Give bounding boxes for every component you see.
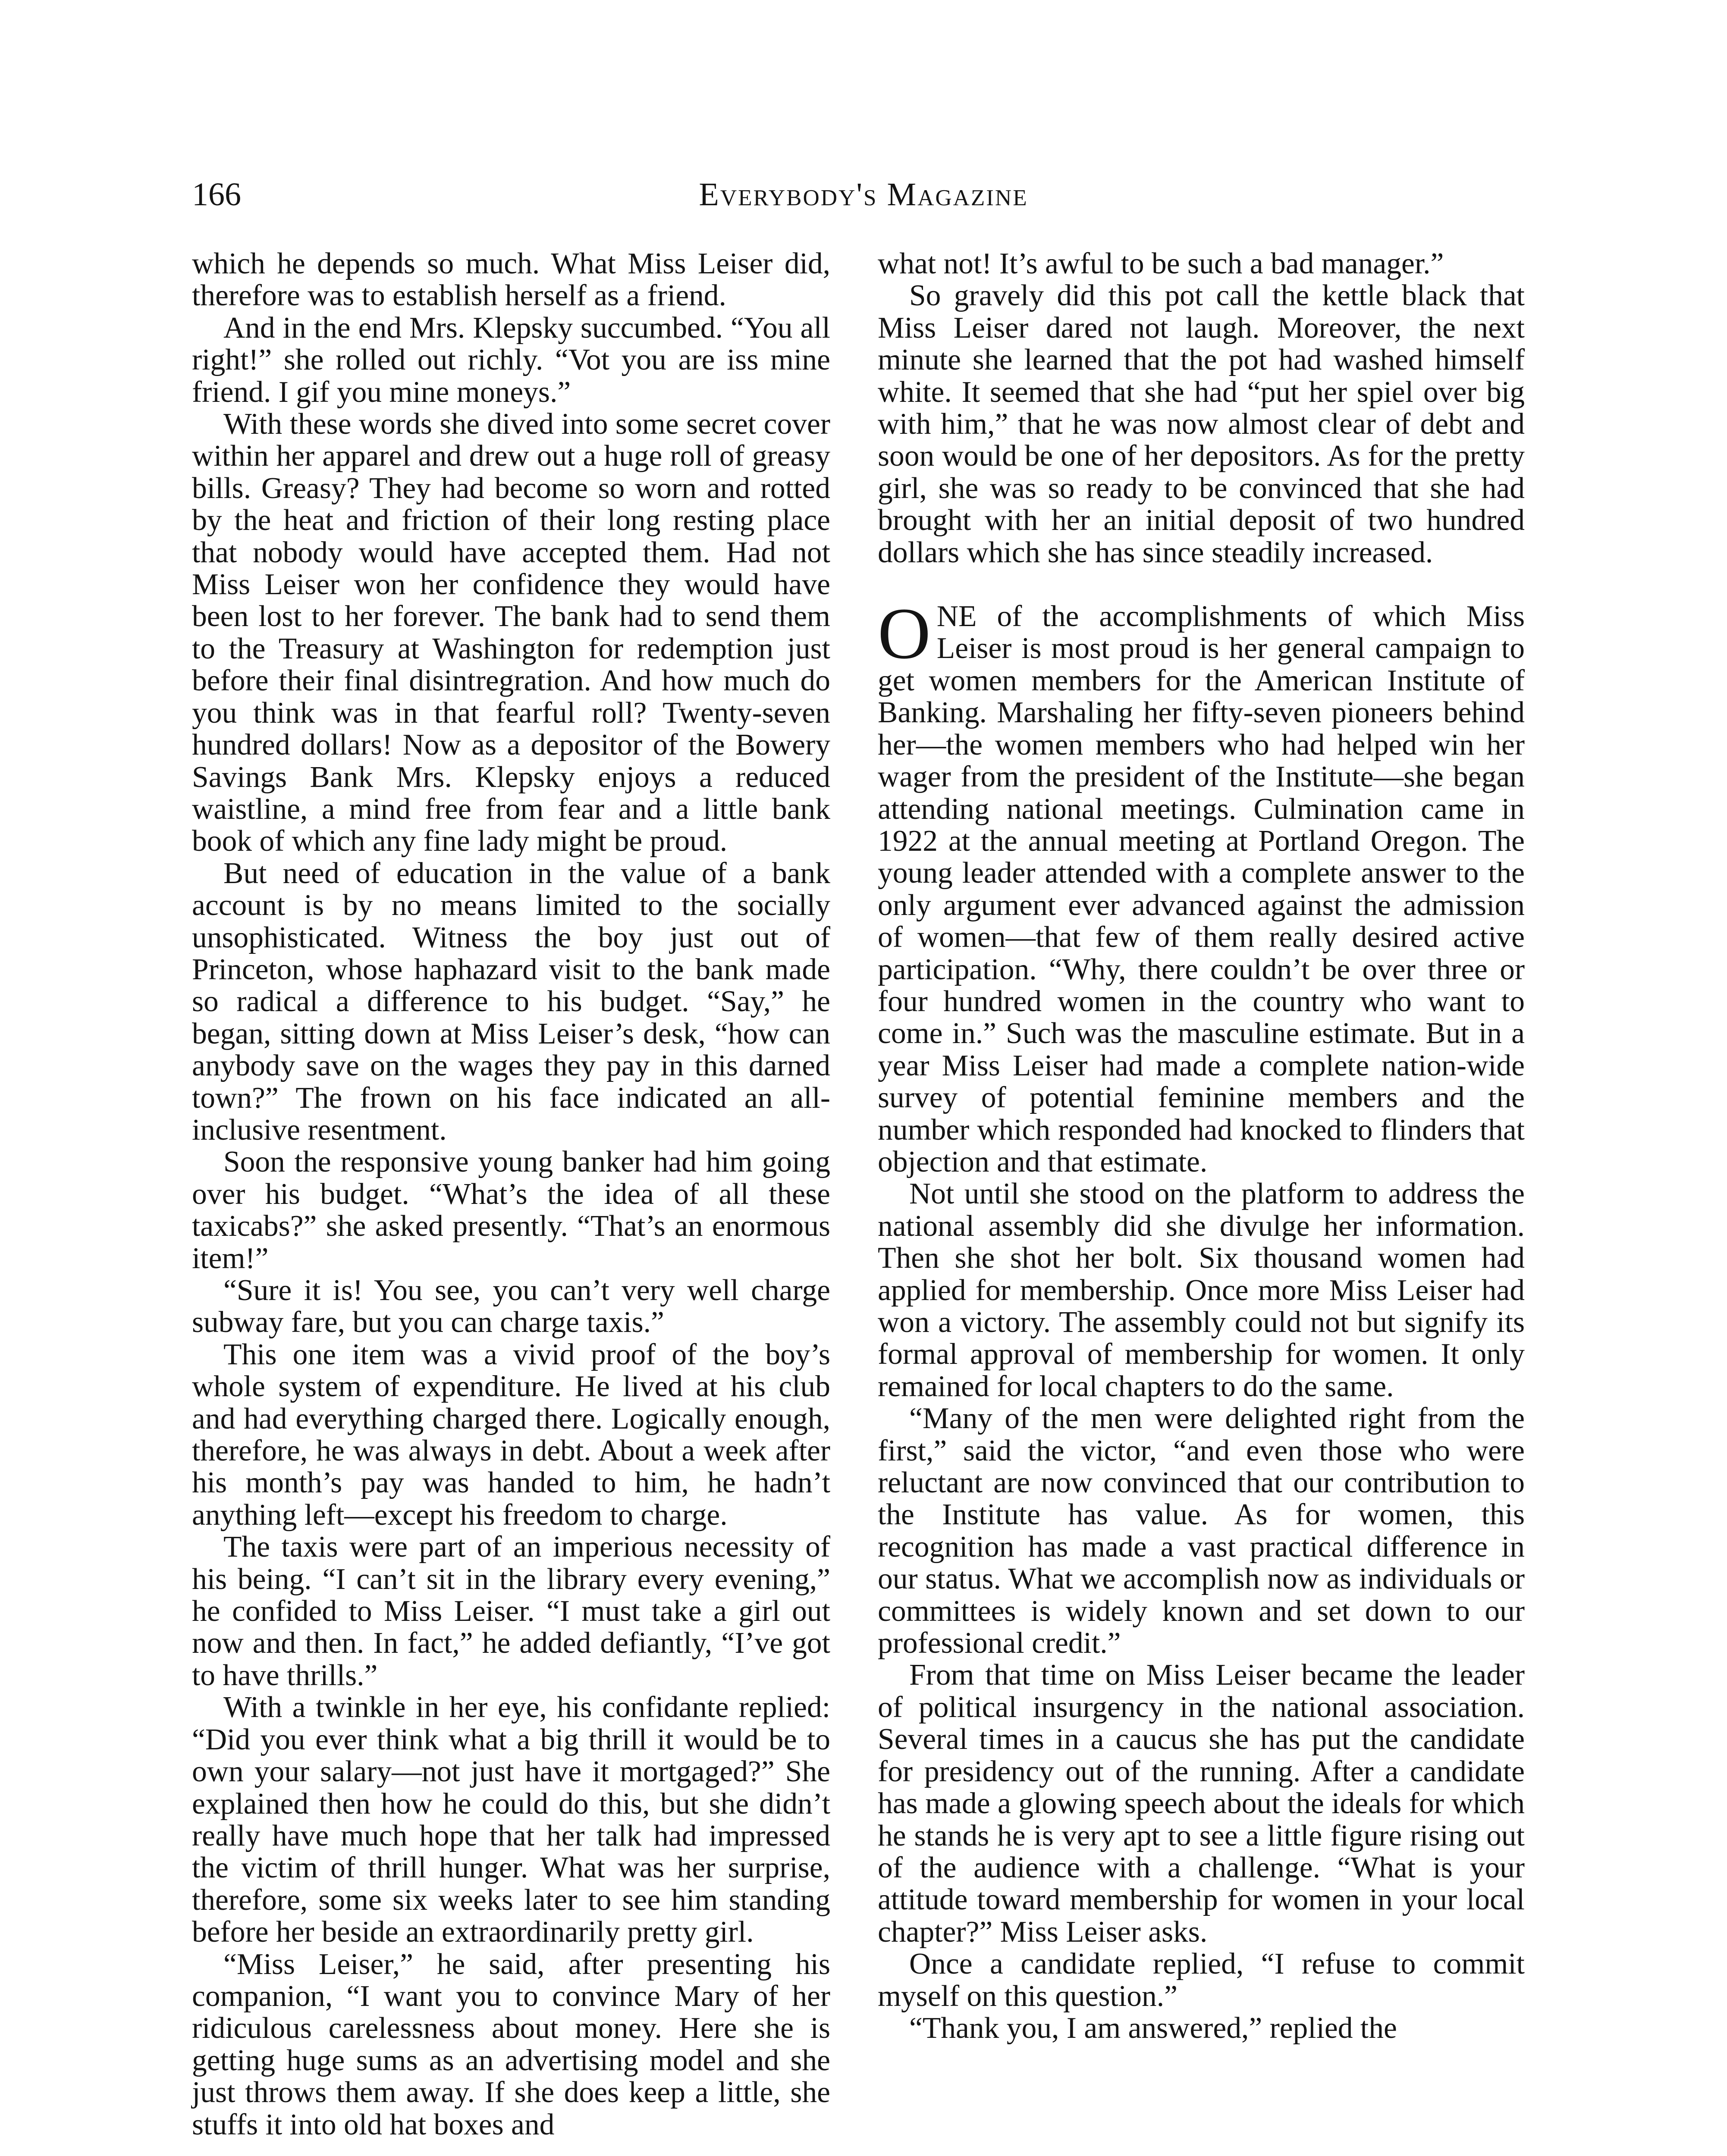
paragraph: The taxis were part of an imperious necessity of his being. “I can’t sit in the library every evening,” he confided to Miss Leiser. “I must take a girl out now and then. In fact,” he added defiantly, “I’ve got to have thrills.” xyxy=(192,1530,830,1692)
paragraph: what not! It’s awful to be such a bad manager.” xyxy=(878,247,1444,280)
paragraph: So gravely did this pot call the kettle black that Miss Leiser dared not laugh. Moreover, the next minute she learned that the pot had washed himself white. It seemed that she had “put her spiel over big with him,” that he was now almost clear of debt and soon would be one of her depositors. As for the pretty girl, she was so ready to be convinced that she had brought with her an initial deposit of two hundred dollars which she has since steadily increased. xyxy=(878,279,1525,569)
paragraph: With a twinkle in her eye, his confidante replied: “Did you ever think what a big thrill it would be to own your salary—not just have it mortgaged?” She explained then how he could do this, but she didn’t really have much hope that her talk had impressed the victim of thrill hunger. What was her surprise, therefore, some six weeks later to see him standing before her beside an extraordinarily pretty girl. xyxy=(192,1691,830,1949)
paragraph: “Many of the men were delighted right from the first,” said the victor, “and even those who were reluctant are now convinced that our contribution to the Institute has value. As for women, this recognition has made a vast practical difference in our status. What we accomplish now as individuals or committees is widely known and set down to our professional credit.” xyxy=(878,1402,1525,1660)
small-caps-lead: NE xyxy=(936,600,977,633)
paragraph: “Sure it is! You see, you can’t very well charge subway fare, but you can charge taxis.” xyxy=(192,1274,830,1339)
paragraph: From that time on Miss Leiser became the leader of political insurgency in the national association. Several times in a caucus she has put the candidate for presidency out of the running. After a candidate has made a glowing speech about the ideals for which he stands he is very apt to see a little figure rising out of the audience with a challenge. “What is your attitude toward membership for women in your local chapter?” Miss Leiser asks. xyxy=(878,1658,1525,1949)
section-opening-paragraph xyxy=(878,593,1525,1178)
paragraph: Once a candidate replied, “I refuse to commit myself on this question.” xyxy=(878,1947,1525,2013)
right-column xyxy=(878,248,1525,2044)
paragraph: which he depends so much. What Miss Leiser did, therefore was to establish herself as a friend. xyxy=(192,247,830,313)
paragraph: But need of education in the value of a bank account is by no means limited to the socially unsophisticated. Witness the boy just out of Princeton, whose haphazard visit to the bank made so radical a difference to his budget. “Say,” he began, sitting down at Miss Leiser’s desk, “how can anybody save on the wages they pay in this darned town?” The frown on his face indicated an all-inclusive resentment. xyxy=(192,856,830,1147)
section-text: of the accomplishments of which Miss Leiser is most proud is her general campaign to get women members for the American Institute of Banking. Marshaling her fifty-seven pioneers behind her—the women members who had helped win her wager from the president of the Institute—she began attending national meetings. Culmination came in 1922 at the annual meeting at Portland Oregon. The young leader attended with a complete answer to the only argument ever advanced against the admission of women—that few of them really desired active participation. “Why, there couldn’t be over three or four hundred women in the country who want to come in.” Such was the masculine estimate. But in a year Miss Leiser had made a complete nation-wide survey of potential feminine members and the number which responded had knocked to flinders that objection and that estimate. xyxy=(878,600,1525,1178)
left-column xyxy=(192,248,830,2141)
paragraph: Soon the responsive young banker had him going over his budget. “What’s the idea of all these taxicabs?” she asked presently. “That’s an enormous item!” xyxy=(192,1145,830,1275)
paragraph: This one item was a vivid proof of the boy’s whole system of expenditure. He lived at his club and had everything charged there. Logically enough, therefore, he was always in debt. About a week after his month’s pay was handed to him, he hadn’t anything left—except his freedom to charge. xyxy=(192,1338,830,1532)
drop-cap: O xyxy=(878,593,931,674)
paragraph: Not until she stood on the platform to address the national assembly did she divulge her information. Then she shot her bolt. Six thousand women had applied for membership. Once more Miss Leiser had won a victory. The assembly could not but signify its formal approval of membership for women. It only remained for local chapters to do the same. xyxy=(878,1177,1525,1403)
paragraph: “Miss Leiser,” he said, after presenting his companion, “I want you to convince Mary of her ridiculous carelessness about money. Here she is getting huge sums as an advertising model and she just throws them away. If she does keep a little, she stuffs it into old hat boxes and xyxy=(192,1947,830,2141)
page-header xyxy=(0,171,1727,222)
running-title: Everybody's Magazine xyxy=(699,176,1028,213)
page-number: 166 xyxy=(192,176,241,213)
paragraph: “Thank you, I am answered,” replied the xyxy=(909,2011,1397,2045)
paragraph: And in the end Mrs. Klepsky succumbed. “You all right!” she rolled out richly. “Vot you are iss mine friend. I gif you mine moneys.” xyxy=(192,311,830,409)
paragraph: With these words she dived into some secret cover within her apparel and drew out a huge roll of greasy bills. Greasy? They had become so worn and rotted by the heat and friction of their long resting place that nobody would have accepted them. Had not Miss Leiser won her confidence they would have been lost to her forever. The bank had to send them to the Treasury at Washington for redemption just before their final disintregration. And how much do you think was in that fearful roll? Twenty-seven hundred dollars! Now as a depositor of the Bowery Savings Bank Mrs. Klepsky enjoys a reduced waistline, a mind free from fear and a little bank book of which any fine lady might be proud. xyxy=(192,407,830,858)
